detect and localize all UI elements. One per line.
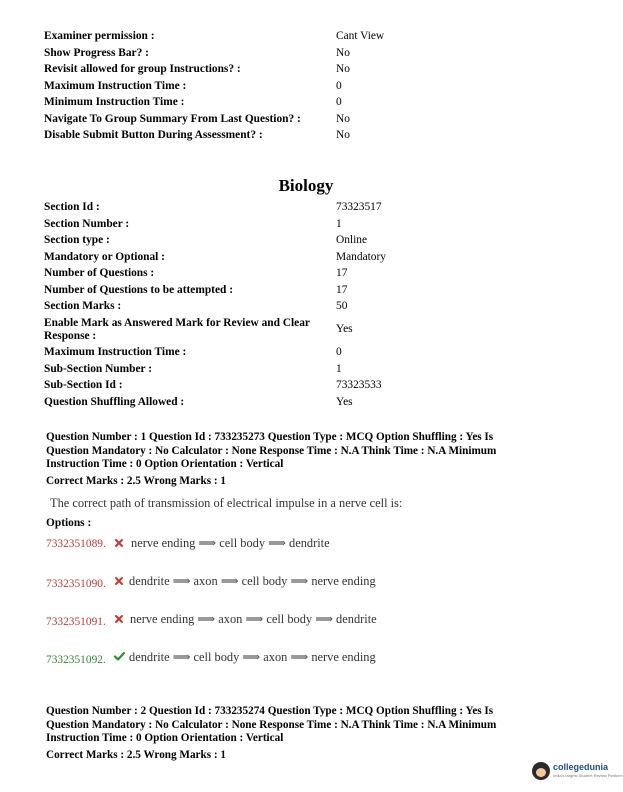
setting-label: Minimum Instruction Time :	[44, 96, 185, 108]
logo-brand: collegedunia	[553, 762, 609, 772]
question-header-line: Instruction Time : 0 Option Orientation : Vertical	[46, 732, 284, 745]
section-label: Section type :	[44, 234, 110, 246]
option-2	[46, 573, 566, 593]
section-value: 17	[336, 267, 348, 279]
setting-value: No	[336, 112, 350, 125]
question-1-text: The correct path of transmission of electrical impulse in a nerve cell is:	[50, 496, 403, 510]
section-value: Yes	[336, 322, 353, 335]
section-value: 0	[336, 346, 342, 358]
question-header-line: Question Mandatory : No Calculator : None Response Time : N.A Think Time : N.A Minimum	[46, 718, 497, 731]
setting-value: Cant View	[336, 30, 385, 42]
section-label: Sub-Section Id :	[44, 379, 123, 391]
check-icon	[114, 652, 125, 661]
section-label: Response :	[44, 330, 97, 342]
setting-label: Revisit allowed for group Instructions? :	[44, 63, 241, 75]
cross-icon	[115, 615, 123, 623]
section-label: Question Shuffling Allowed :	[44, 395, 185, 408]
section-value: Online	[336, 234, 368, 246]
options-label: Options :	[46, 517, 92, 529]
option-id: 7332351092.	[46, 654, 106, 666]
option-text: dendrite ⟹ axon ⟹ cell body ⟹ nerve ending	[129, 574, 376, 588]
option-id: 7332351090.	[46, 578, 106, 590]
option-id: 7332351091.	[46, 616, 106, 628]
section-label: Number of Questions :	[44, 267, 155, 279]
section-label: Section Marks :	[44, 300, 122, 312]
setting-value: No	[336, 129, 350, 141]
option-text: nerve ending ⟹ axon ⟹ cell body ⟹ dendrite	[130, 612, 377, 626]
section-value: 73323517	[336, 201, 382, 213]
section-value: Yes	[336, 395, 353, 408]
section-value: 1	[336, 217, 342, 230]
question-1-marks: Correct Marks : 2.5 Wrong Marks : 1	[46, 475, 227, 487]
question-header-line: Instruction Time : 0 Option Orientation : Vertical	[46, 458, 284, 471]
section-label: Sub-Section Number :	[44, 362, 153, 375]
option-4	[46, 649, 566, 669]
option-text: nerve ending ⟹ cell body ⟹ dendrite	[131, 536, 330, 550]
section-value: 1	[336, 362, 342, 375]
setting-label: Maximum Instruction Time :	[44, 79, 187, 92]
cross-icon	[115, 539, 123, 547]
question-header-line: Question Mandatory : No Calculator : None Response Time : N.A Think Time : N.A Minimum	[46, 444, 497, 457]
setting-value: 0	[336, 79, 342, 92]
collegedunia-logo	[532, 760, 623, 782]
option-text: dendrite ⟹ cell body ⟹ axon ⟹ nerve ending	[129, 650, 376, 664]
section-label: Section Id :	[44, 201, 100, 213]
section-label: Enable Mark as Answered Mark for Review and Clear	[44, 316, 310, 329]
logo-tagline: India's largest Student Review Platform	[553, 773, 623, 778]
setting-label: Show Progress Bar? :	[44, 46, 149, 59]
section-value: 50	[336, 300, 348, 312]
question-header-line: Question Number : 1 Question Id : 733235273 Question Type : MCQ Option Shuffling : Yes Is	[46, 431, 494, 443]
option-1	[46, 535, 566, 555]
section-value: 73323533	[336, 379, 382, 391]
setting-label: Navigate To Group Summary From Last Question? :	[44, 112, 301, 125]
setting-value: 0	[336, 96, 342, 108]
cross-icon	[115, 577, 123, 585]
section-label: Mandatory or Optional :	[44, 250, 165, 263]
section-title: Biology	[278, 176, 334, 195]
question-header-line: Question Number : 2 Question Id : 733235274 Question Type : MCQ Option Shuffling : Yes Is	[46, 705, 494, 717]
setting-label: Examiner permission :	[44, 30, 155, 42]
section-label: Maximum Instruction Time :	[44, 346, 187, 358]
option-id: 7332351089.	[46, 538, 106, 550]
section-label: Section Number :	[44, 217, 130, 230]
mascot-icon	[532, 762, 550, 780]
setting-value: No	[336, 63, 350, 75]
question-2-header	[46, 705, 546, 746]
option-3	[46, 611, 566, 631]
question-2-marks: Correct Marks : 2.5 Wrong Marks : 1	[46, 749, 227, 761]
setting-value: No	[336, 46, 350, 59]
section-label: Number of Questions to be attempted :	[44, 283, 233, 296]
question-1-header	[46, 431, 546, 472]
section-value: 17	[336, 283, 348, 296]
section-value: Mandatory	[336, 250, 386, 263]
setting-label: Disable Submit Button During Assessment? :	[44, 129, 263, 141]
